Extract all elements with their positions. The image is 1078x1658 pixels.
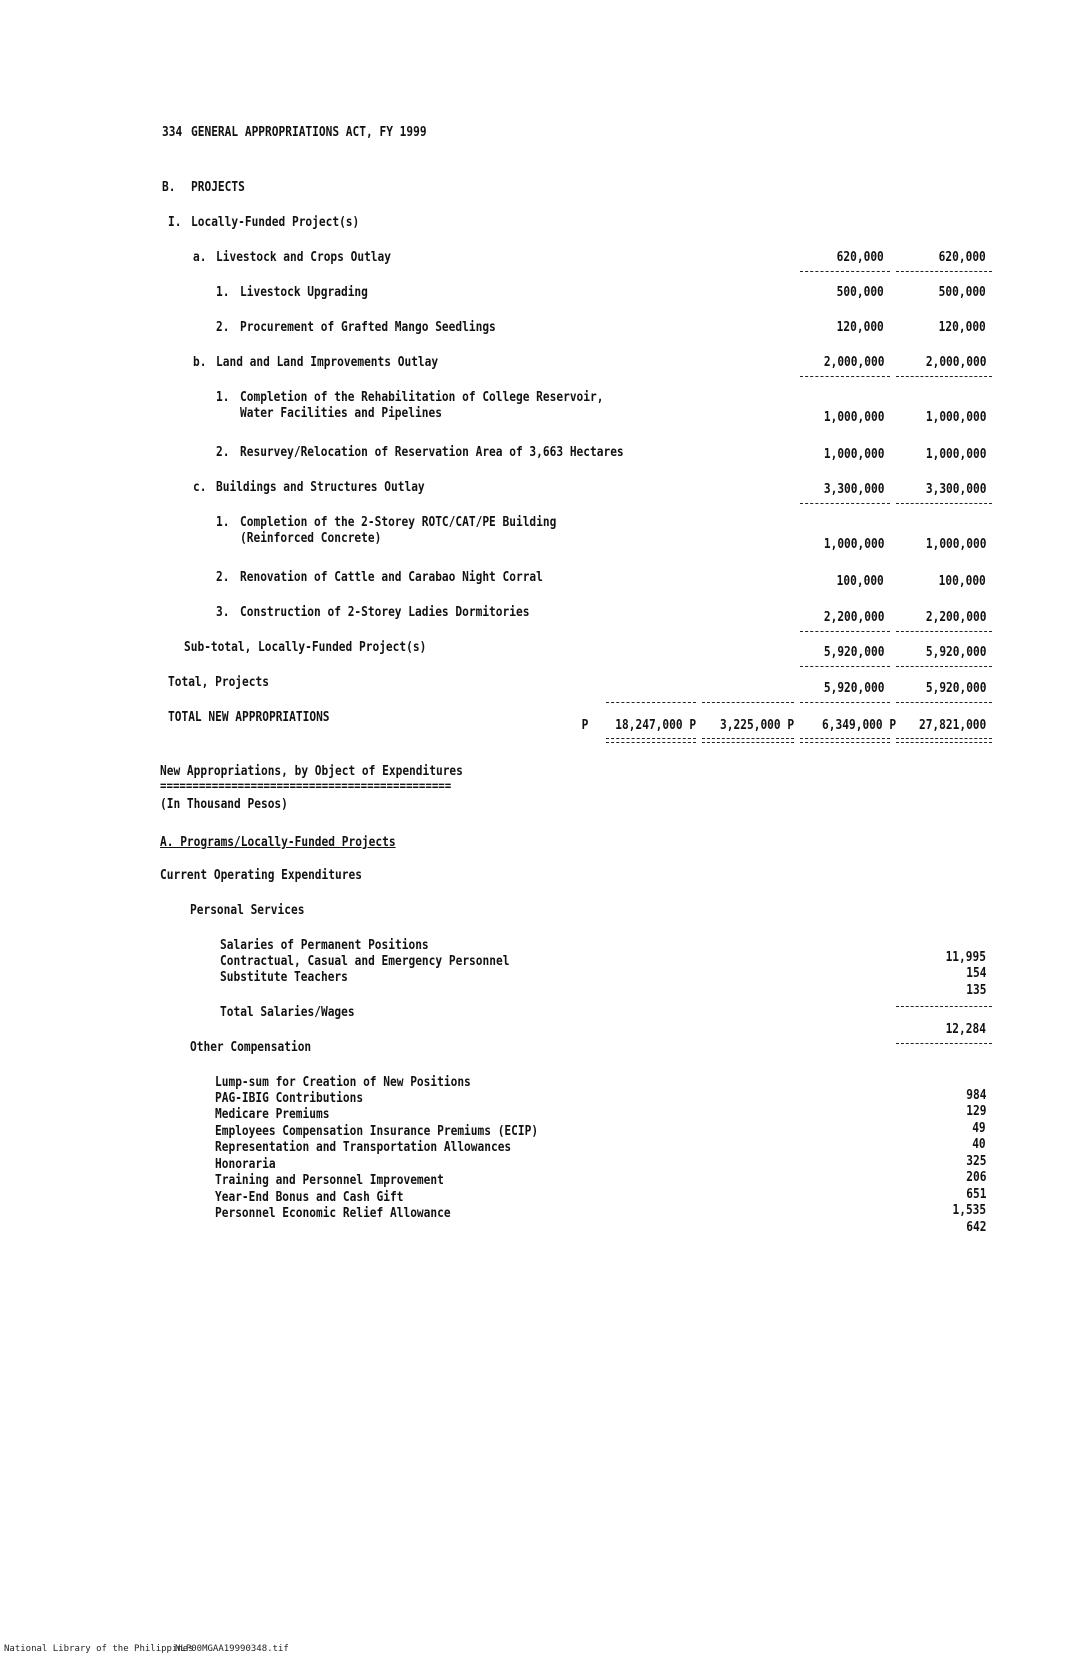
- total-salaries-value: 12,284: [945, 1022, 986, 1037]
- category-c-col1: 3,300,000: [823, 482, 884, 497]
- rule: [896, 666, 992, 667]
- item-number: 2.: [216, 570, 230, 585]
- item-text: Resurvey/Relocation of Reservation Area of 3,663 Hectares: [240, 445, 624, 460]
- salary-value: 11,995: [945, 950, 986, 965]
- category-b-col1: 2,000,000: [823, 355, 884, 370]
- rule: [800, 666, 890, 667]
- item-col1: 2,200,000: [823, 610, 884, 625]
- other-comp-item: Lump-sum for Creation of New Positions: [215, 1075, 471, 1090]
- item-col2: 2,200,000: [925, 610, 986, 625]
- category-b-col2: 2,000,000: [925, 355, 986, 370]
- programs-heading: A. Programs/Locally-Funded Projects: [160, 835, 396, 850]
- category-c-col2: 3,300,000: [925, 482, 986, 497]
- other-comp-item: Year-End Bonus and Cash Gift: [215, 1190, 404, 1205]
- double-rule: [702, 738, 794, 743]
- item-number: 1.: [216, 390, 230, 405]
- total-new-appropriations-label: TOTAL NEW APPROPRIATIONS: [168, 710, 330, 725]
- item-text: Procurement of Grafted Mango Seedlings: [240, 320, 496, 335]
- other-compensation-heading: Other Compensation: [190, 1040, 312, 1055]
- total-new-col2: 3,225,000 P: [719, 718, 794, 733]
- salary-item: Salaries of Permanent Positions: [220, 938, 429, 953]
- total-projects-col1: 5,920,000: [823, 681, 884, 696]
- item-text: Renovation of Cattle and Carabao Night Corral: [240, 570, 543, 585]
- rule: [896, 1043, 992, 1044]
- item-col2: 100,000: [938, 574, 986, 589]
- double-rule: [896, 738, 992, 743]
- library-credit: National Library of the Philippines: [4, 1644, 194, 1654]
- double-rule: [606, 738, 696, 743]
- item-col2: 120,000: [938, 320, 986, 335]
- item-col1: 120,000: [836, 320, 884, 335]
- item-number: 1.: [216, 515, 230, 530]
- category-a-col1: 620,000: [836, 250, 884, 265]
- salary-item: Substitute Teachers: [220, 970, 348, 985]
- category-a-col2: 620,000: [938, 250, 986, 265]
- total-new-col3: 6,349,000 P: [821, 718, 896, 733]
- total-projects-label: Total, Projects: [168, 675, 269, 690]
- item-col2: 1,000,000: [925, 447, 986, 462]
- personal-services-heading: Personal Services: [190, 903, 305, 918]
- subtotal-col1: 5,920,000: [823, 645, 884, 660]
- item-col1: 500,000: [836, 285, 884, 300]
- item-number: 2.: [216, 320, 230, 335]
- item-text-cont: Water Facilities and Pipelines: [240, 406, 442, 421]
- total-new-col1: P 18,247,000 P: [581, 718, 696, 733]
- page-number: 334: [162, 125, 183, 140]
- other-comp-value: 651: [965, 1187, 986, 1202]
- item-text-cont: (Reinforced Concrete): [240, 531, 382, 546]
- item-col2: 500,000: [938, 285, 986, 300]
- item-col1: 1,000,000: [823, 537, 884, 552]
- file-name: NLP00MGAA19990348.tif: [175, 1644, 289, 1654]
- rule: [800, 702, 890, 703]
- other-comp-item: Employees Compensation Insurance Premiums (ECIP): [215, 1124, 539, 1139]
- item-col1: 1,000,000: [823, 447, 884, 462]
- total-new-col4: 27,821,000: [918, 718, 986, 733]
- category-c-label: c.: [193, 480, 207, 495]
- item-col2: 1,000,000: [925, 537, 986, 552]
- rule: [702, 702, 794, 703]
- salary-value: 154: [965, 966, 986, 981]
- rule: [800, 376, 890, 377]
- item-number: 3.: [216, 605, 230, 620]
- salary-value: 135: [965, 983, 986, 998]
- other-comp-value: 1,535: [952, 1203, 986, 1218]
- page-title: GENERAL APPROPRIATIONS ACT, FY 1999: [191, 125, 427, 140]
- total-salaries-label: Total Salaries/Wages: [220, 1005, 355, 1020]
- objects-title-underline: =============================================: [160, 778, 452, 793]
- other-comp-item: Personnel Economic Relief Allowance: [215, 1206, 451, 1221]
- double-rule: [800, 738, 890, 743]
- item-number: 2.: [216, 445, 230, 460]
- other-comp-item: Honoraria: [215, 1157, 276, 1172]
- rule: [896, 271, 992, 272]
- item-text: Livestock Upgrading: [240, 285, 368, 300]
- subtotal-col2: 5,920,000: [925, 645, 986, 660]
- item-text: Completion of the Rehabilitation of College Reservoir,: [240, 390, 604, 405]
- item-number: 1.: [216, 285, 230, 300]
- other-comp-value: 129: [965, 1104, 986, 1119]
- rule: [800, 631, 890, 632]
- item-col1: 1,000,000: [823, 410, 884, 425]
- rule: [896, 1006, 992, 1007]
- other-comp-value: 984: [965, 1088, 986, 1103]
- item-col1: 100,000: [836, 574, 884, 589]
- other-comp-value: 40: [972, 1137, 986, 1152]
- other-comp-value: 642: [965, 1220, 986, 1235]
- item-text: Completion of the 2-Storey ROTC/CAT/PE Building: [240, 515, 557, 530]
- other-comp-item: PAG-IBIG Contributions: [215, 1091, 364, 1106]
- rule: [606, 702, 696, 703]
- other-comp-item: Medicare Premiums: [215, 1107, 330, 1122]
- other-comp-value: 49: [972, 1121, 986, 1136]
- locally-funded-title: Locally-Funded Project(s): [191, 215, 360, 230]
- item-col2: 1,000,000: [925, 410, 986, 425]
- category-b-label: b.: [193, 355, 207, 370]
- category-a-title: Livestock and Crops Outlay: [216, 250, 392, 265]
- salary-item: Contractual, Casual and Emergency Personnel: [220, 954, 510, 969]
- current-operating-heading: Current Operating Expenditures: [160, 868, 362, 883]
- other-comp-value: 206: [965, 1170, 986, 1185]
- section-b-title: PROJECTS: [191, 180, 245, 195]
- total-projects-col2: 5,920,000: [925, 681, 986, 696]
- category-c-title: Buildings and Structures Outlay: [216, 480, 425, 495]
- rule: [896, 702, 992, 703]
- rule: [896, 631, 992, 632]
- rule: [896, 503, 992, 504]
- unit-label: (In Thousand Pesos): [160, 797, 288, 812]
- section-b-label: B.: [162, 180, 176, 195]
- category-a-label: a.: [193, 250, 207, 265]
- item-text: Construction of 2-Storey Ladies Dormitories: [240, 605, 530, 620]
- category-b-title: Land and Land Improvements Outlay: [216, 355, 439, 370]
- rule: [896, 376, 992, 377]
- other-comp-item: Representation and Transportation Allowances: [215, 1140, 512, 1155]
- subtotal-label: Sub-total, Locally-Funded Project(s): [184, 640, 427, 655]
- locally-funded-label: I.: [168, 215, 182, 230]
- rule: [800, 503, 890, 504]
- objects-title: New Appropriations, by Object of Expenditures: [160, 764, 463, 779]
- other-comp-value: 325: [965, 1154, 986, 1169]
- rule: [800, 271, 890, 272]
- other-comp-item: Training and Personnel Improvement: [215, 1173, 444, 1188]
